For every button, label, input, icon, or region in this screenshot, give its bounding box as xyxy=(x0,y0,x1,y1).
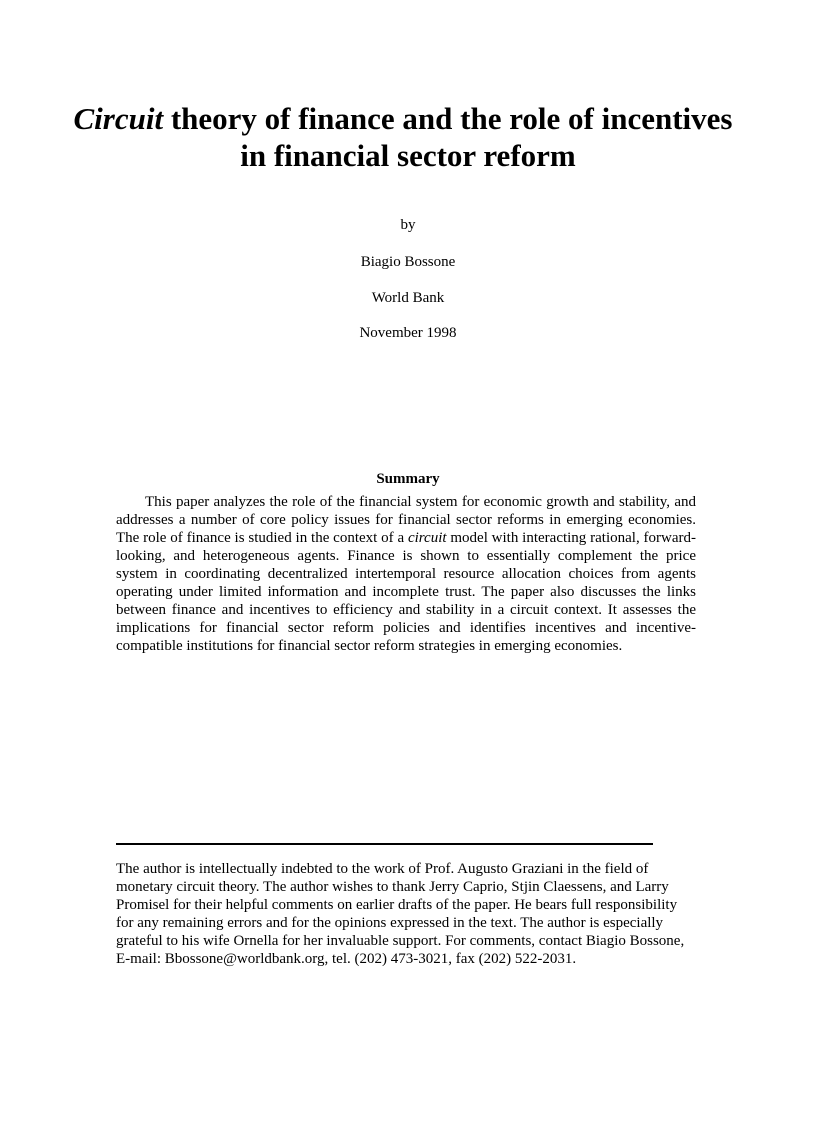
byline-by: by xyxy=(400,217,416,233)
abstract-italic-word: circuit xyxy=(407,530,447,546)
abstract-text-part-1: This paper analyzes the role of the financial system for economic growth and stability, and addresses a number of core policy issues for financial sector reforms in emerging economies. The role of finance is studied in the context of a xyxy=(116,494,696,546)
summary-heading: Summary xyxy=(376,471,440,487)
abstract-text-part-2: model with interacting rational, forward-looking, and heterogeneous agents. Finance is shown to essentially complement the price system in coordinating decentralized intertemporal resource allocation choices from agents operating under limited information and incomplete trust. The paper also discusses the links between finance and incentives to efficiency and stability in a circuit context. It assesses the implications for financial sector reform policies and identifies incentives and incentive-compatible institutions for financial sector reform strategies in emerging economies. xyxy=(116,530,696,654)
title-line-1 xyxy=(0,100,816,137)
footnote-separator xyxy=(116,843,653,845)
author-affiliation: World Bank xyxy=(371,290,445,306)
publication-date: November 1998 xyxy=(359,325,457,341)
author-name: Biagio Bossone xyxy=(360,254,456,270)
title-line-2: in financial sector reform xyxy=(240,138,576,173)
title-line-1-rest: theory of finance and the role of incentives xyxy=(163,101,733,136)
paper-title xyxy=(0,100,816,174)
author-footnote: The author is intellectually indebted to the work of Prof. Augusto Graziani in the field of monetary circuit theory. The author wishes to thank Jerry Caprio, Stjin Claessens, and Larry Promisel for their helpful comments on earlier drafts of the paper. He bears full responsibility for any remaining errors and for the opinions expressed in the text. The author is especially grateful to his wife Ornella for her invaluable support. For comments, contact Biagio Bossone, E-mail: Bbossone@worldbank.org, tel. (202) 473-3021, fax (202) 522-2031. xyxy=(116,861,685,967)
summary-abstract xyxy=(116,493,696,655)
title-italic-word: Circuit xyxy=(73,101,164,136)
